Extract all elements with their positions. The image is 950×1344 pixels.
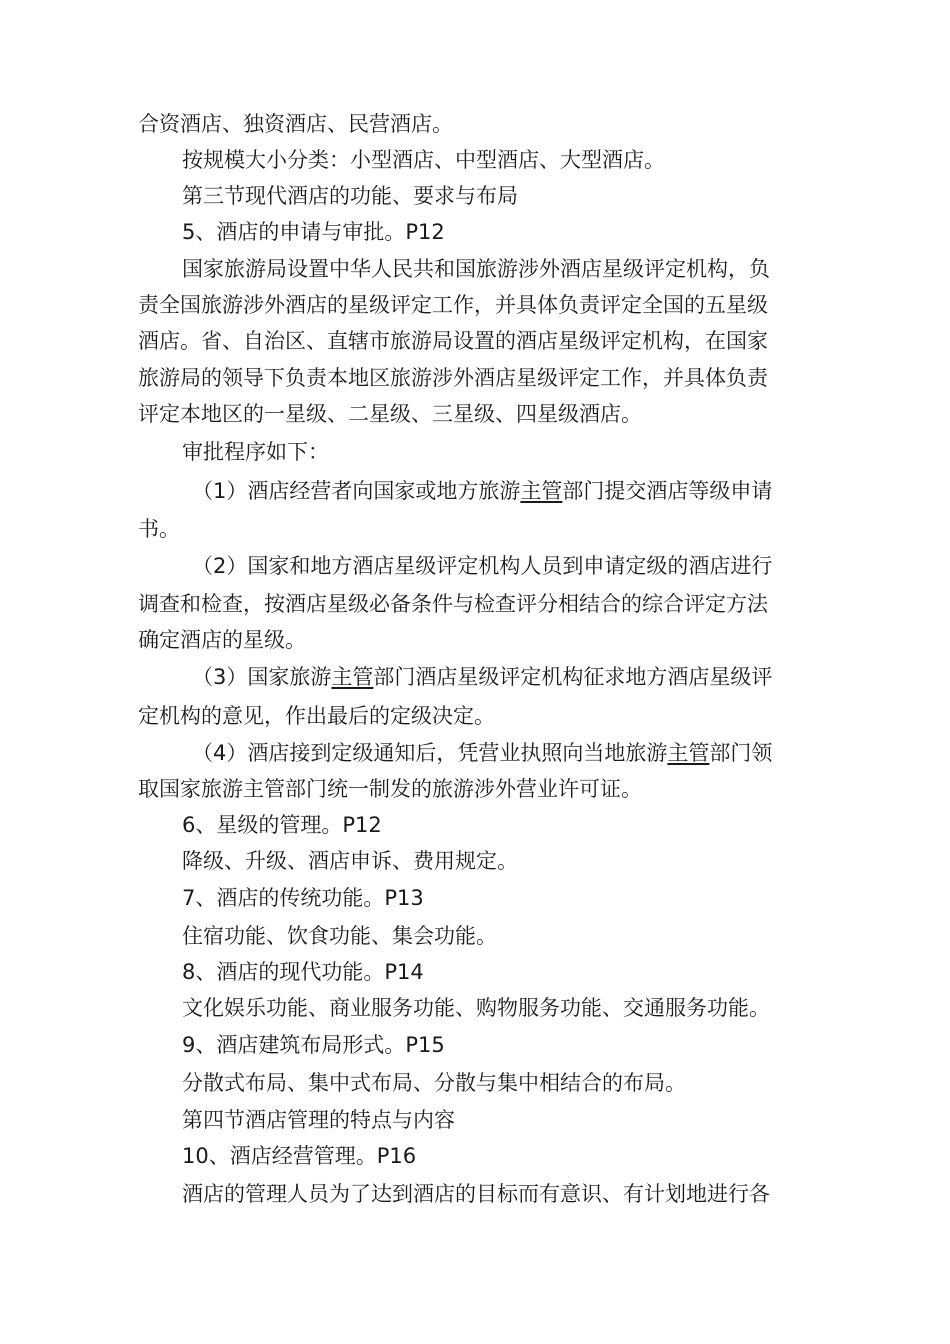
- section-heading: 第三节现代酒店的功能、要求与布局: [182, 184, 518, 208]
- underlined-term: 主管: [667, 741, 710, 765]
- paragraph-line: 降级、升级、酒店申诉、费用规定。: [182, 849, 518, 873]
- paragraph-line: [192, 662, 772, 692]
- paragraph-line: 审批程序如下：: [182, 440, 329, 464]
- text-segment: （4）酒店接到定级通知后，凭营业执照向当地旅游: [192, 741, 668, 765]
- item-heading: 9、酒店建筑布局形式。P15: [182, 1033, 445, 1057]
- paragraph-line: 确定酒店的星级。: [138, 628, 306, 652]
- paragraph-line: 酒店的管理人员为了达到酒店的目标而有意识、有计划地进行各: [182, 1182, 770, 1206]
- paragraph-line: 文化娱乐功能、商业服务功能、购物服务功能、交通服务功能。: [182, 996, 770, 1020]
- item-heading: 7、酒店的传统功能。P13: [182, 886, 424, 910]
- paragraph-line: 按规模大小分类：小型酒店、中型酒店、大型酒店。: [182, 148, 665, 172]
- text-segment: 部门提交酒店等级申请: [562, 479, 773, 503]
- text-segment: 部门酒店星级评定机构征求地方酒店星级评: [373, 665, 773, 689]
- text-segment: 部门领: [709, 741, 773, 765]
- item-heading: 6、星级的管理。P12: [182, 813, 382, 837]
- item-heading: 10、酒店经营管理。P16: [182, 1144, 417, 1168]
- paragraph-line: 住宿功能、饮食功能、集会功能。: [182, 924, 497, 948]
- paragraph-line: 书。: [138, 517, 180, 541]
- paragraph-line: 调查和检查，按酒店星级必备条件与检查评分相结合的综合评定方法: [138, 592, 768, 616]
- underlined-term: 主管: [331, 665, 374, 689]
- paragraph-line: 责全国旅游涉外酒店的星级评定工作，并具体负责评定全国的五星级: [138, 293, 768, 317]
- section-heading: 第四节酒店管理的特点与内容: [182, 1108, 455, 1132]
- text-segment: （3）国家旅游: [192, 665, 332, 689]
- paragraph-line: 酒店。省、自治区、直辖市旅游局设置的酒店星级评定机构，在国家: [138, 329, 768, 353]
- paragraph-line: 取国家旅游主管部门统一制发的旅游涉外营业许可证。: [138, 777, 642, 801]
- paragraph-line: 分散式布局、集中式布局、分散与集中相结合的布局。: [182, 1071, 686, 1095]
- paragraph-line: [192, 738, 772, 768]
- paragraph-line: 评定本地区的一星级、二星级、三星级、四星级酒店。: [138, 402, 642, 426]
- paragraph-line: 国家旅游局设置中华人民共和国旅游涉外酒店星级评定机构，负: [182, 257, 770, 281]
- text-segment: （1）酒店经营者向国家或地方旅游: [192, 479, 521, 503]
- paragraph-line: 合资酒店、独资酒店、民营酒店。: [138, 112, 453, 136]
- paragraph-line: （2）国家和地方酒店星级评定机构人员到申请定级的酒店进行: [192, 554, 773, 578]
- item-heading: 8、酒店的现代功能。P14: [182, 960, 424, 984]
- paragraph-line: 定机构的意见，作出最后的定级决定。: [138, 704, 495, 728]
- item-heading: 5、酒店的申请与审批。P12: [182, 220, 445, 244]
- paragraph-line: 旅游局的领导下负责本地区旅游涉外酒店星级评定工作，并具体负责: [138, 366, 768, 390]
- underlined-term: 主管: [520, 479, 563, 503]
- paragraph-line: [192, 476, 772, 506]
